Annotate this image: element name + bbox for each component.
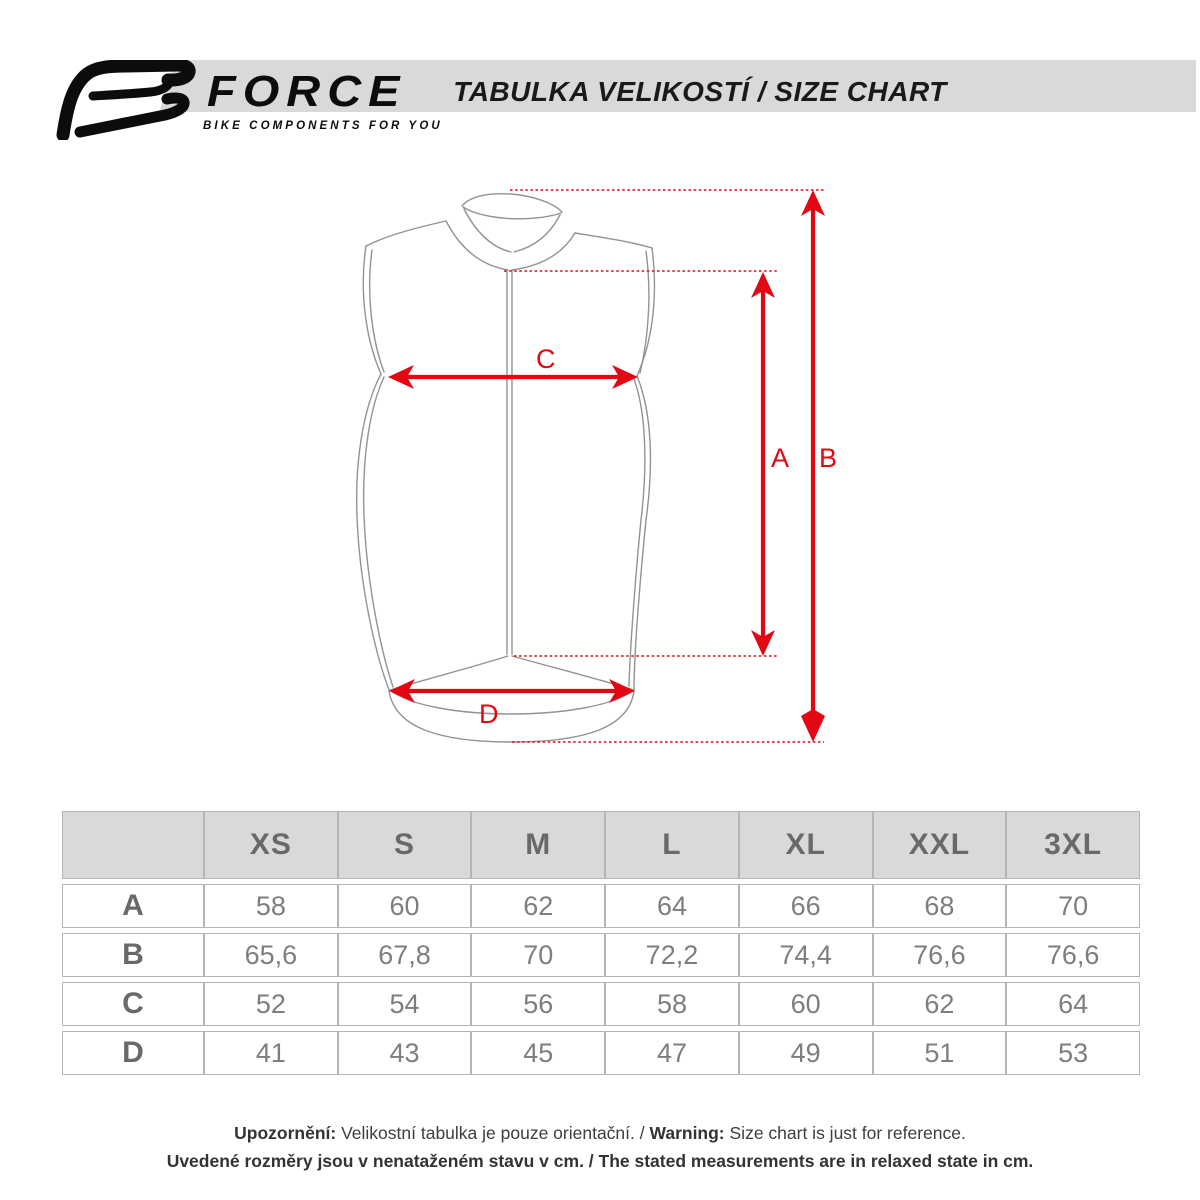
size-table-header-row [62, 811, 1140, 879]
cell-d-s: 43 [338, 1031, 472, 1075]
col-header-m: M [471, 811, 605, 879]
cell-b-xxl: 76,6 [873, 933, 1007, 977]
footer-note [0, 1119, 1200, 1175]
cell-a-l: 64 [605, 884, 739, 928]
cell-a-s: 60 [338, 884, 472, 928]
cell-b-m: 70 [471, 933, 605, 977]
cell-d-3xl: 53 [1006, 1031, 1140, 1075]
page-title: TABULKA VELIKOSTÍ / SIZE CHART [453, 76, 947, 107]
row-label-c: C [62, 982, 204, 1026]
cell-b-l: 72,2 [605, 933, 739, 977]
cell-c-xl: 60 [739, 982, 873, 1026]
label-d: D [479, 699, 499, 729]
corner-cell [62, 811, 204, 879]
col-header-xl: XL [739, 811, 873, 879]
table-row [62, 884, 1140, 928]
row-label-d: D [62, 1031, 204, 1075]
footer-line-2: Uvedené rozměry jsou v nenataženém stavu v cm. / The stated measurements are in relaxed state in cm. [166, 1151, 1034, 1171]
cell-a-xxl: 68 [873, 884, 1007, 928]
cell-d-xl: 49 [739, 1031, 873, 1075]
table-row [62, 1031, 1140, 1075]
cell-b-s: 67,8 [338, 933, 472, 977]
row-label-b: B [62, 933, 204, 977]
cell-d-m: 45 [471, 1031, 605, 1075]
label-a: A [771, 443, 790, 473]
measure-arrow-b [801, 190, 837, 742]
label-b: B [819, 443, 838, 473]
measure-arrow-c [388, 344, 638, 389]
footer-warning-en: Warning: [649, 1123, 725, 1143]
brand-wordmark: FORCE [207, 66, 407, 116]
cell-c-m: 56 [471, 982, 605, 1026]
col-header-xs: XS [204, 811, 338, 879]
col-header-l: L [605, 811, 739, 879]
col-header-s: S [338, 811, 472, 879]
measure-arrow-d [389, 679, 635, 729]
measure-arrow-a [751, 272, 789, 656]
footer-warning-cz: Upozornění: [234, 1123, 337, 1143]
cell-b-xs: 65,6 [204, 933, 338, 977]
footer-line-1 [0, 1119, 1200, 1147]
cell-a-m: 62 [471, 884, 605, 928]
table-row [62, 982, 1140, 1026]
vest-outline-drawing [357, 194, 655, 742]
cell-c-xs: 52 [204, 982, 338, 1026]
cell-a-xl: 66 [739, 884, 873, 928]
cell-c-3xl: 64 [1006, 982, 1140, 1026]
footer-text-cz: Velikostní tabulka je pouze orientační. / [336, 1123, 650, 1143]
size-table [62, 806, 1140, 1080]
cell-b-xl: 74,4 [739, 933, 873, 977]
vest-measurement-diagram [330, 150, 870, 810]
cell-d-xs: 41 [204, 1031, 338, 1075]
cell-a-xs: 58 [204, 884, 338, 928]
force-f-logo-icon [55, 60, 200, 140]
row-label-a: A [62, 884, 204, 928]
col-header-3xl: 3XL [1006, 811, 1140, 879]
cell-c-xxl: 62 [873, 982, 1007, 1026]
cell-b-3xl: 76,6 [1006, 933, 1140, 977]
brand-tagline: BIKE COMPONENTS FOR YOU [203, 120, 443, 132]
cell-a-3xl: 70 [1006, 884, 1140, 928]
cell-d-xxl: 51 [873, 1031, 1007, 1075]
cell-d-l: 47 [605, 1031, 739, 1075]
table-row [62, 933, 1140, 977]
footer-text-en: Size chart is just for reference. [724, 1123, 966, 1143]
cell-c-s: 54 [338, 982, 472, 1026]
col-header-xxl: XXL [873, 811, 1007, 879]
cell-c-l: 58 [605, 982, 739, 1026]
label-c: C [536, 344, 556, 374]
